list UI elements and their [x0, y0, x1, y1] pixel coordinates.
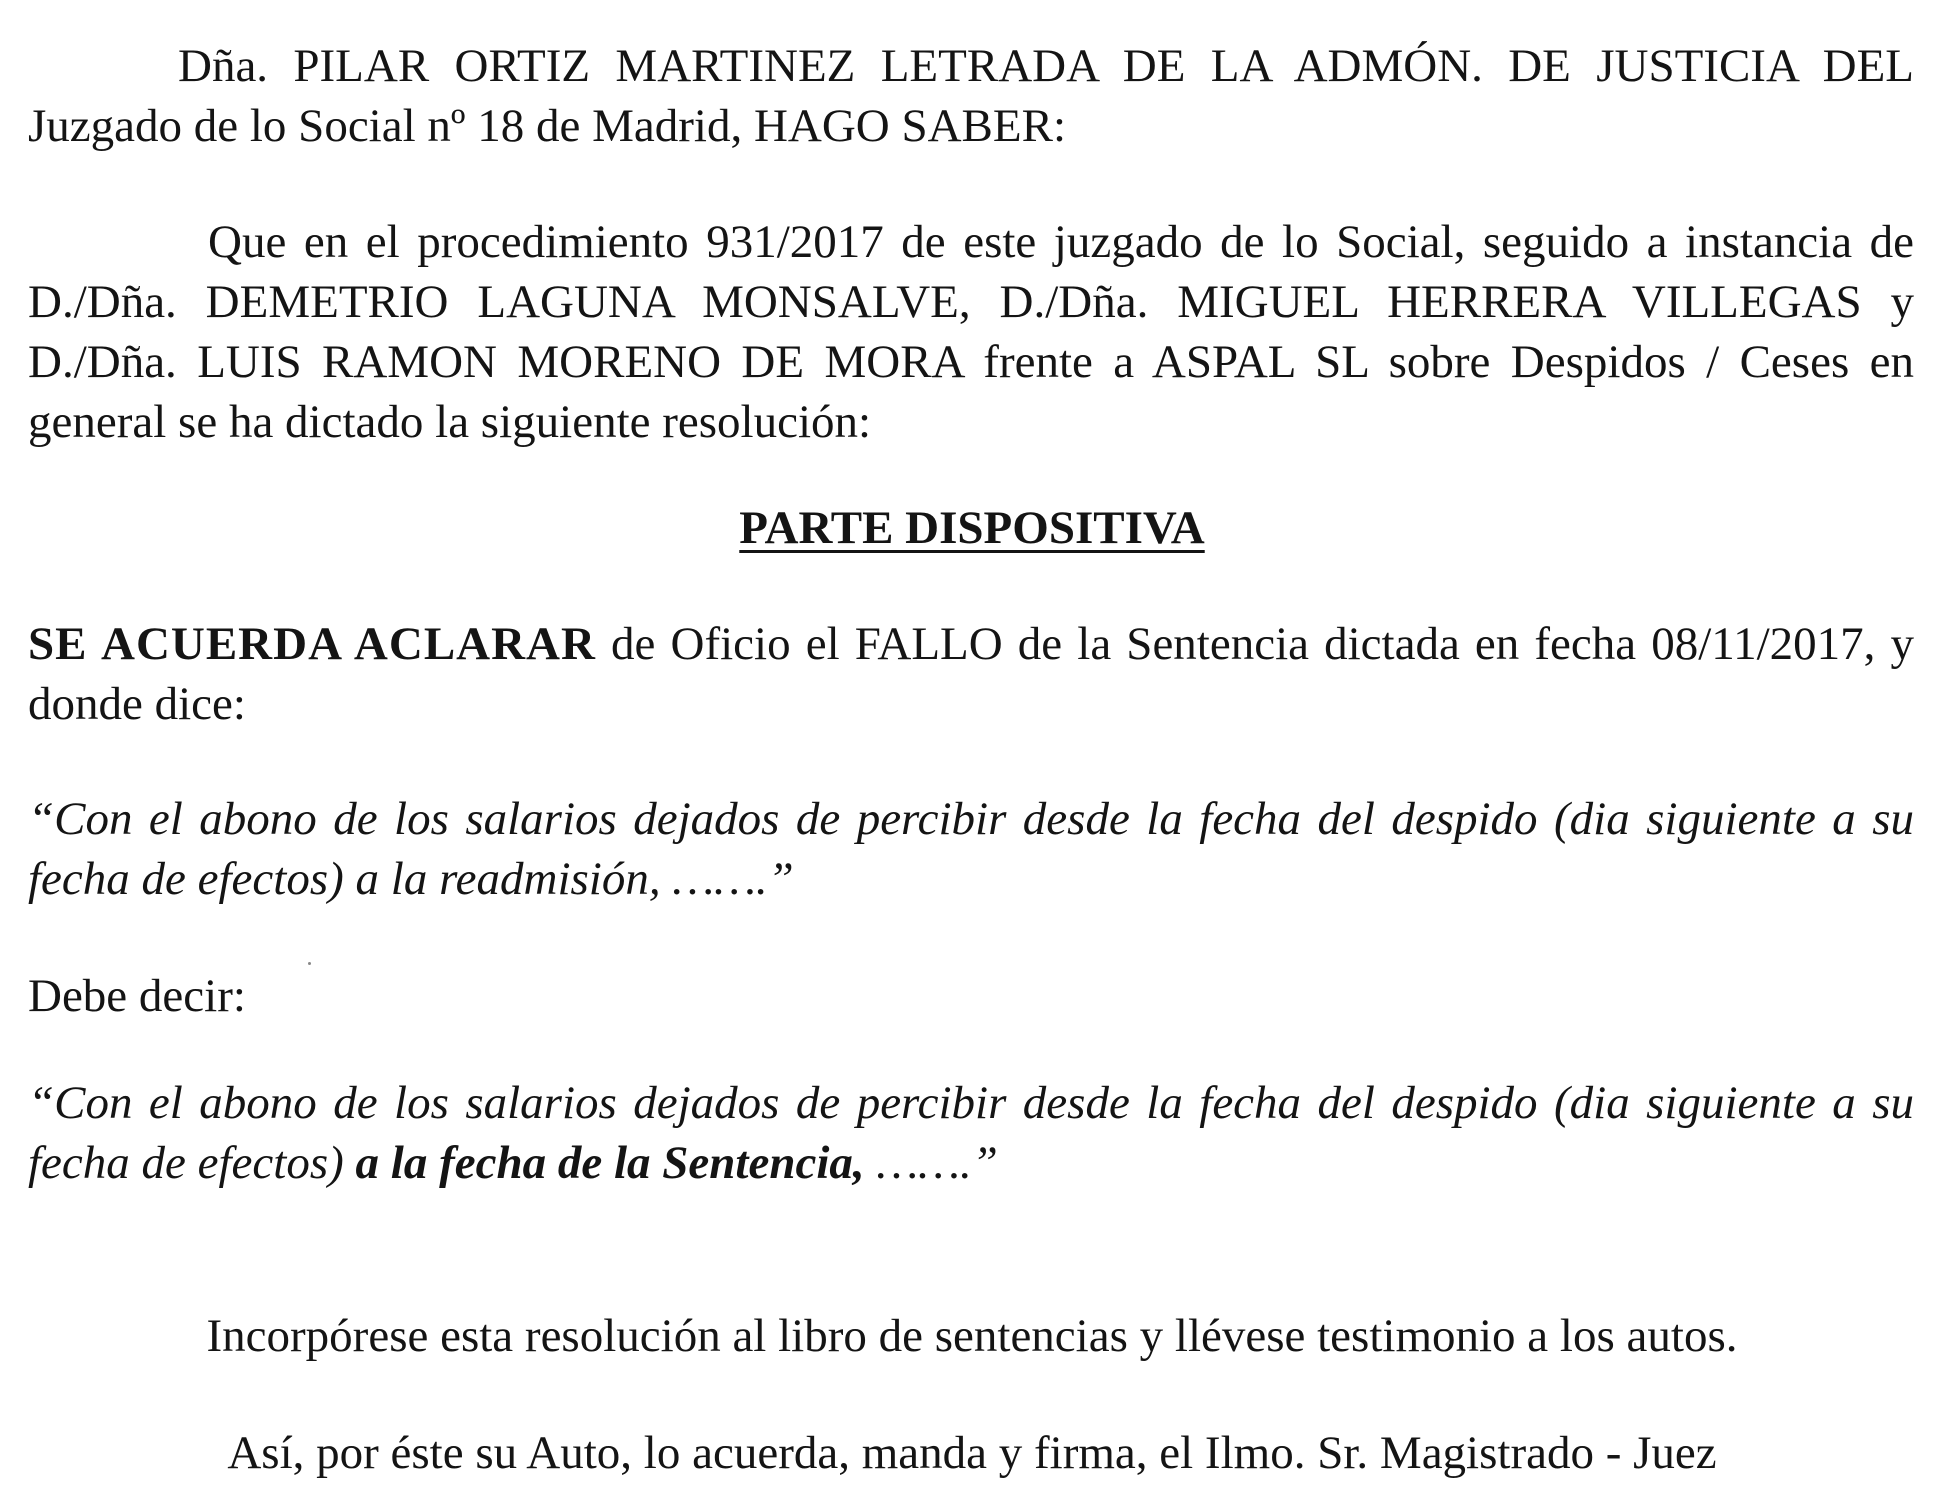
incorporation-paragraph: Incorpórese esta resolución al libro de sentencias y llévese testimonio a los autos. [206, 1310, 1738, 1362]
original-quote: “Con el abono de los salarios dejados de percibir desde la fecha del despido (dia siguiente a su fecha de efectos) a la readmisión, …….” [28, 793, 1914, 905]
agreement-lead: SE ACUERDA ACLARAR [28, 618, 596, 670]
procedure-paragraph: Que en el procedimiento 931/2017 de este juzgado de lo Social, seguido a instancia de D./Dña. DEMETRIO LAGUNA MONSALVE, D./Dña. MIGUEL HERRERA VILLEGAS y D./Dña. LUIS RAMON MORENO DE MORA frente a ASPAL SL sobre Despidos / Ceses en general se ha dictado la siguiente resolución: [28, 216, 1914, 448]
corrected-quote-before: “Con el abono de los salarios dejados de percibir desde la fecha del despido (dia siguiente a su fecha de efectos) [28, 1077, 1914, 1189]
section-heading [0, 498, 1944, 558]
closing-paragraph: Así, por éste su Auto, lo acuerda, manda y firma, el Ilmo. Sr. Magistrado - Juez [227, 1427, 1717, 1479]
agreement-paragraph [28, 614, 1914, 734]
section-heading-text: PARTE DISPOSITIVA [739, 502, 1205, 554]
corrected-quote-after: …….” [864, 1137, 998, 1189]
debe-decir-label: Debe decir: [28, 970, 246, 1022]
scan-speck [308, 962, 311, 965]
agreement-rest: de Oficio el FALLO de la Sentencia dictada en fecha 08/11/2017, y donde dice: [28, 618, 1914, 730]
intro-paragraph: Dña. PILAR ORTIZ MARTINEZ LETRADA DE LA ADMÓN. DE JUSTICIA DEL Juzgado de lo Social nº 18 de Madrid, HAGO SABER: [28, 40, 1914, 152]
corrected-quote-emphasis: a la fecha de la Sentencia, [355, 1137, 865, 1189]
corrected-quote [28, 1073, 1914, 1193]
